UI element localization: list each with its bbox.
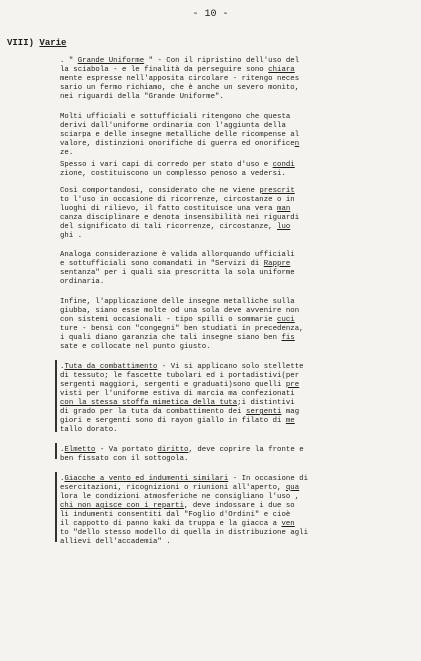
text-line (60, 484, 299, 492)
text-segment: Così comportandosi, considerato che ne viene (60, 187, 260, 195)
text-line (60, 502, 295, 510)
text-line (60, 520, 295, 528)
underlined-text: Giacche a vento ed indumenti similari (64, 475, 229, 483)
text-line (60, 149, 73, 157)
text-segment: Analoga considerazione è valida allorquando ufficiali (60, 251, 295, 259)
text-line (60, 57, 299, 65)
underlined-text: luo (277, 223, 291, 231)
text-line (60, 511, 290, 519)
text-segment: - Vi si applicano solo stellette (157, 363, 304, 371)
underlined-text: Elmetto (64, 446, 96, 454)
text-segment: di tessuto; le fascette tubolari ed i portadistivi(per (60, 372, 300, 380)
section-number: VIII) (7, 38, 35, 48)
text-line (60, 269, 295, 277)
text-line (60, 455, 188, 463)
text-segment: ;i distintivi (237, 399, 295, 407)
text-segment: ordinaria. (60, 278, 105, 286)
text-segment: . (60, 446, 65, 454)
underlined-text: sergenti (246, 408, 282, 416)
text-segment: to l'uso in occasione di ricorrenze, circostanze o in (60, 196, 295, 204)
text-segment: li indumenti consentiti dal "Foglio d'Ordini" e cioè (60, 511, 291, 519)
text-line (60, 122, 286, 130)
text-line (60, 161, 295, 169)
text-line (60, 214, 299, 222)
text-line (60, 475, 308, 483)
text-segment: luoghi di rilievo, il fatto costituisce una vera (60, 205, 278, 213)
text-line (60, 343, 211, 351)
text-line (60, 316, 295, 324)
underlined-text: chiara (268, 66, 295, 74)
underlined-text: me (285, 417, 295, 425)
text-segment: mag (281, 408, 300, 416)
text-line (60, 325, 304, 333)
text-segment: allievi dell'accademia" . (60, 538, 171, 546)
text-segment: mente espresse nell'apposita circolare - ritengo neces (60, 75, 300, 83)
underlined-text: Grande Uniforme (77, 57, 145, 65)
margin-bar (55, 472, 57, 542)
text-line (60, 170, 286, 178)
text-segment: ben fissato con il sottogola. (60, 455, 189, 463)
text-line (60, 529, 308, 537)
underlined-text: cuci (277, 316, 295, 324)
text-line (60, 187, 295, 195)
text-segment: Infine, l'applicazione delle insegne metalliche sulla (60, 298, 295, 306)
text-segment: il cappotto di panno kaki da truppa e la giacca a (60, 520, 282, 528)
text-line (60, 307, 299, 315)
section-title: Varie (39, 38, 67, 48)
underlined-text: qua (285, 484, 300, 492)
text-line (60, 251, 295, 259)
text-segment: derivi dall'uniforme ordinaria con l'aggiunta della (60, 122, 286, 130)
text-segment: sentanza" per i quali sia prescritta la sola uniforme (60, 269, 295, 277)
text-line (60, 260, 290, 268)
text-line (60, 84, 299, 92)
text-segment: del significato di tali ricorrenze, circostanze, (60, 223, 278, 231)
underlined-text: Tuta da combattimento (64, 363, 158, 371)
text-line (60, 446, 304, 454)
text-segment: sate e collocate nel punto giusto. (60, 343, 211, 351)
text-line (60, 408, 299, 416)
text-line (60, 140, 299, 148)
text-segment: zione, costituiscono un complesso penoso a vedersi. (60, 170, 286, 178)
text-segment: esercitazioni, ricognizioni o riunioni all'aperto, (60, 484, 286, 492)
text-segment: e sottufficiali sono comandati in "Servizi di (60, 260, 264, 268)
text-segment: ze. (60, 149, 74, 157)
text-segment: " - Con il ripristino dell'uso del (144, 57, 300, 65)
text-line (60, 363, 304, 371)
text-segment: visti per l'uniforme estiva di marcia ma confezionati (60, 390, 295, 398)
text-segment: la sciabola - e le finalità da perseguire sono (60, 66, 269, 74)
text-segment: Molti ufficiali e sottufficiali ritengono che questa (60, 113, 291, 121)
text-segment: Spesso i vari capi di corredo per stato d'uso e (60, 161, 273, 169)
text-line (60, 493, 299, 501)
underlined-text: chi non agisce con i reparti (60, 502, 185, 510)
text-line (60, 131, 299, 139)
text-segment: nei riguardi della "Grande Uniforme". (60, 93, 224, 101)
underlined-text: man (277, 205, 291, 213)
text-segment: - In occasione di (228, 475, 309, 483)
text-segment: . (60, 363, 65, 371)
underlined-text: n (294, 140, 300, 148)
text-line (60, 399, 295, 407)
underlined-text: fis (281, 334, 295, 342)
text-line (60, 417, 295, 425)
margin-bar (55, 443, 57, 459)
text-segment: , deve coprire la fronte e (188, 446, 304, 454)
text-segment: tallo dorato. (60, 426, 118, 434)
underlined-text: pre (285, 381, 300, 389)
text-segment: ghi . (60, 232, 83, 240)
text-segment: . (60, 475, 65, 483)
text-line (60, 426, 118, 434)
text-segment: i quali diano garanzia che tali insegne siano ben (60, 334, 282, 342)
text-segment: giubba, siano esse molte od una sola deve avvenire non (60, 307, 300, 315)
text-segment: sario un fermo richiamo, che è anche un severo monito, (60, 84, 300, 92)
underlined-text: ven (281, 520, 295, 528)
underlined-text: Rappre (263, 260, 291, 268)
text-segment: canza disciplinare e denota insensibilità nei riguardi (60, 214, 300, 222)
text-line (60, 298, 295, 306)
text-line (60, 205, 290, 213)
text-segment: lora le condizioni atmosferiche ne consigliano l'uso , (60, 493, 300, 501)
text-line (60, 232, 82, 240)
underlined-text: diritto (157, 446, 189, 454)
text-line (60, 223, 290, 231)
underlined-text: condi (272, 161, 295, 169)
text-line (60, 66, 295, 74)
text-line (60, 381, 299, 389)
underlined-text: con la stessa stoffa mimetica della tuta (60, 399, 238, 407)
text-segment: - Va portato (95, 446, 158, 454)
page-number: - 10 - (192, 9, 229, 20)
underlined-text: prescrit (259, 187, 295, 195)
text-line (60, 278, 104, 286)
text-segment: sciarpa e delle insegne metalliche delle ricompense al (60, 131, 300, 139)
text-line (60, 113, 290, 121)
text-segment: to "dello stesso modello di quella in distribuzione agli (60, 529, 309, 537)
margin-bar (55, 360, 57, 432)
text-line (60, 75, 299, 83)
text-segment: ture - bensì con "congegni" ben studiati in precedenza, (60, 325, 304, 333)
text-line (60, 372, 299, 380)
text-line (60, 334, 295, 342)
text-line (60, 196, 295, 204)
text-segment: , deve indossare i due so (184, 502, 295, 510)
text-segment: con sistemi occasionali - tipo spilli o sommarie (60, 316, 278, 324)
section-heading (7, 38, 66, 48)
text-segment: . " (60, 57, 78, 65)
text-line (60, 93, 224, 101)
text-segment: valore, distinzioni onorifiche di guerra ed onorifice (60, 140, 295, 148)
text-segment: di grado per la tuta da combattimento dei (60, 408, 247, 416)
text-segment: sergenti maggiori, sergenti e graduati)sono quelli (60, 381, 286, 389)
text-line (60, 390, 295, 398)
text-line (60, 538, 171, 546)
text-segment: giori e sergenti sono di rayon giallo in filato di (60, 417, 286, 425)
